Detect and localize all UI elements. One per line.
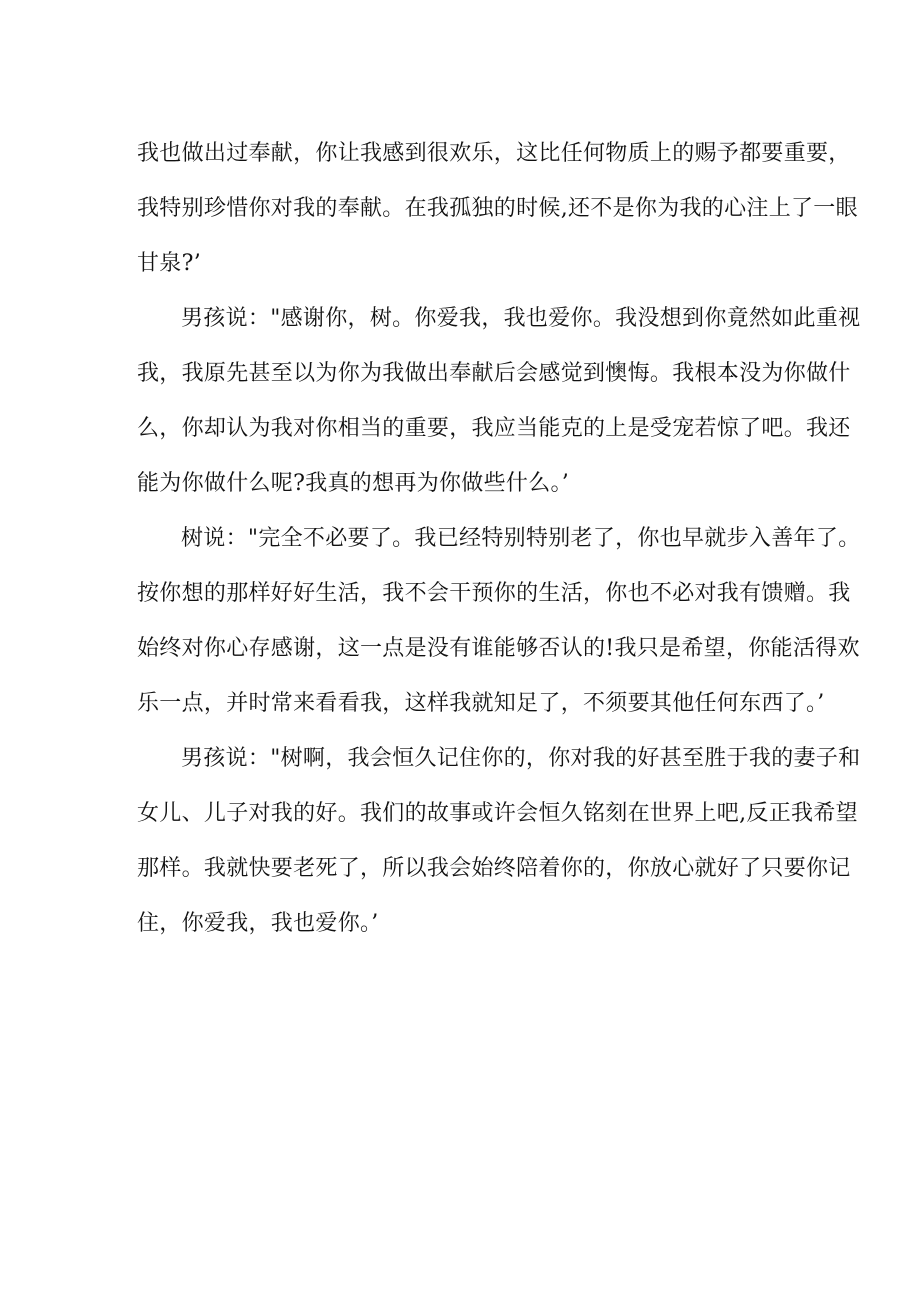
text-line: 住，你爱我，我也爱你。’ — [137, 911, 379, 936]
text-line: 树说："完全不必要了。我已经特别特别老了，你也早就步入善年了。 — [181, 526, 861, 551]
text-line: 男孩说："树啊，我会恒久记住你的，你对我的好甚至胜于我的妻子和 — [181, 746, 861, 771]
text-line: 我，我原先甚至以为你为我做出奉献后会感觉到懊悔。我根本没为你做什 — [137, 361, 851, 386]
paragraph-2 — [137, 291, 861, 511]
text-line: 乐一点，并时常来看看我，这样我就知足了，不须要其他任何东西了。’ — [137, 691, 825, 716]
paragraph-1 — [137, 126, 858, 291]
paragraph-4 — [137, 731, 861, 951]
text-line: 甘泉?’ — [137, 251, 201, 276]
text-line: 能为你做什么呢?我真的想再为你做些什么。’ — [137, 471, 570, 496]
text-line: 男孩说："感谢你，树。你爱我，我也爱你。我没想到你竟然如此重视 — [181, 306, 861, 331]
body-text — [137, 126, 861, 951]
text-line: 那样。我就快要老死了，所以我会始终陪着你的，你放心就好了只要你记 — [137, 856, 851, 881]
text-line: 女儿、儿子对我的好。我们的故事或许会恒久铭刻在世界上吧,反正我希望 — [137, 801, 858, 826]
text-line: 按你想的那样好好生活，我不会干预你的生活，你也不必对我有馈赠。我 — [137, 581, 851, 606]
paragraph-3 — [137, 511, 861, 731]
text-line: 始终对你心存感谢，这一点是没有谁能够否认的!我只是希望，你能活得欢 — [137, 636, 860, 661]
text-line: 我特别珍惜你对我的奉献。在我孤独的时候,还不是你为我的心注上了一眼 — [137, 196, 858, 221]
text-line: 么，你却认为我对你相当的重要，我应当能克的上是受宠若惊了吧。我还 — [137, 416, 851, 441]
text-line: 我也做出过奉献，你让我感到很欢乐，这比任何物质上的赐予都要重要， — [137, 141, 851, 166]
